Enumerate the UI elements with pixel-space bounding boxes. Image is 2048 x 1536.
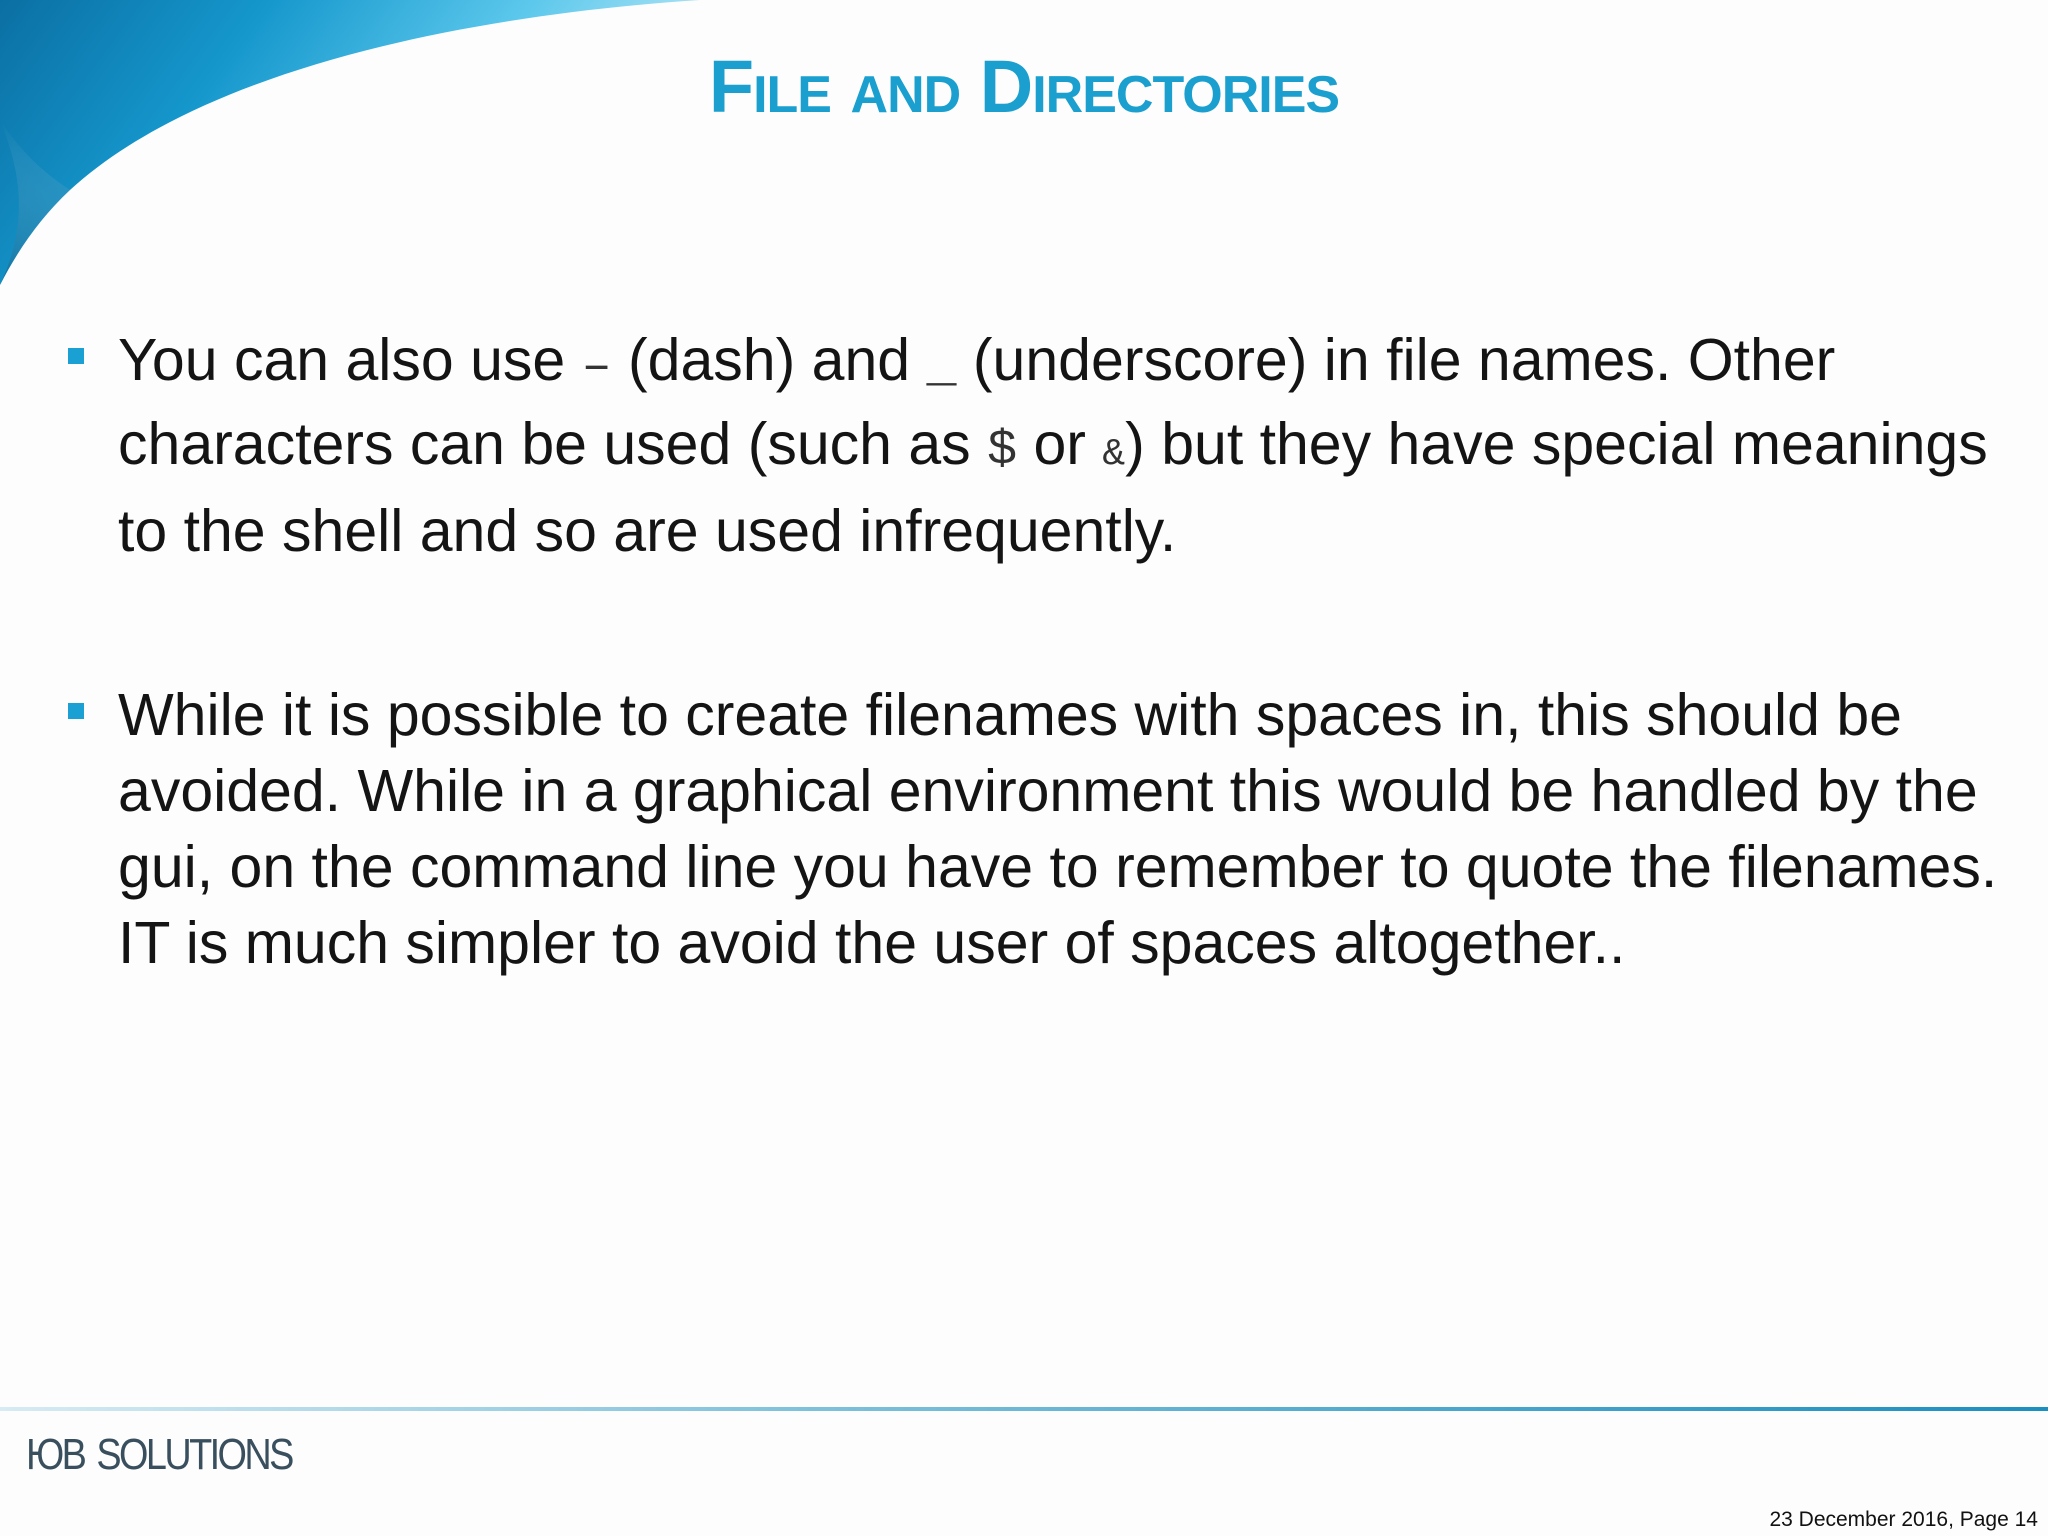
bullet-item xyxy=(60,322,2035,569)
code-char: _ xyxy=(926,339,957,396)
code-char: – xyxy=(581,339,612,396)
bullet-text: (dash) and xyxy=(611,327,927,393)
logo-text: SOLUTIONS xyxy=(96,1430,292,1479)
square-bullet-icon xyxy=(68,703,84,719)
footer-date-page: 23 December 2016, Page 14 xyxy=(1769,1508,2038,1531)
bullet-item xyxy=(60,677,2035,981)
bullet-text: You can also use xyxy=(118,327,582,393)
bullet-text: While it is possible to create filenames with spaces in, this should be avoided. While in a graphical environment this would be handled by the gui, on the command line you have to remember to quote the filenames. IT is much simpler to avoid the user of spaces altogether.. xyxy=(118,682,1998,976)
bullet-text: ) but they have special meanings to the shell and so are used infrequently. xyxy=(118,411,1988,564)
footer-divider xyxy=(0,1407,2048,1411)
square-bullet-icon xyxy=(68,348,84,364)
bullet-list xyxy=(60,322,2035,1089)
slide-title: File and Directories xyxy=(708,45,1340,128)
company-logo xyxy=(26,1430,292,1480)
code-char: & xyxy=(1102,433,1126,476)
bullet-text: or xyxy=(1017,411,1103,477)
logo-mark: ЮB xyxy=(26,1430,85,1479)
code-char: $ xyxy=(987,423,1018,480)
bullet-text: (underscore) in file names. Other characters can be used (such as xyxy=(118,327,1836,477)
